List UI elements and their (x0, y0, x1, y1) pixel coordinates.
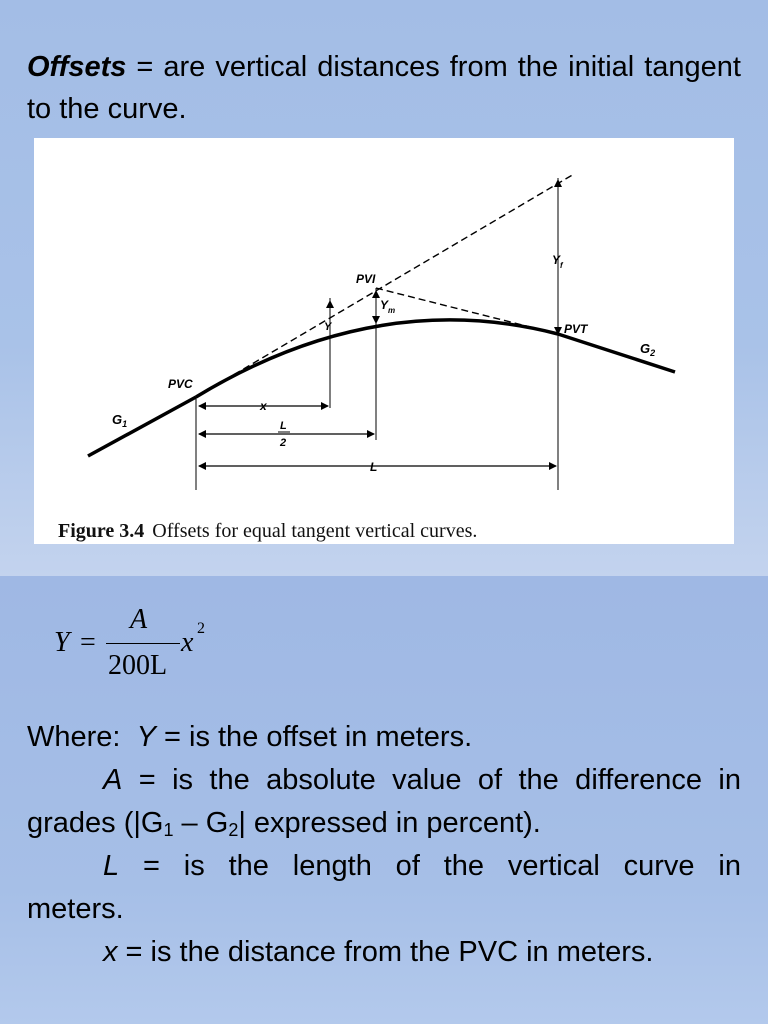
definition-y (27, 716, 741, 759)
label-y: Y (324, 321, 332, 333)
y-variable: Y (136, 721, 156, 753)
label-g2: $G_2$ (640, 341, 656, 358)
a-variable: A (103, 764, 123, 796)
figure-caption-text: Offsets for equal tangent vertical curves. (152, 520, 478, 542)
formula-fraction-bar (106, 643, 180, 644)
label-g1: $G_1$ (112, 412, 128, 429)
label-yf: $Y_f$ (552, 253, 563, 270)
label-length: L (370, 460, 378, 474)
definition-a-continued (27, 802, 741, 845)
label-ym: $Y_m$ (380, 298, 396, 315)
label-half-numerator: L (280, 420, 287, 432)
variable-definitions (27, 716, 741, 974)
vertical-curve (196, 320, 675, 397)
offsets-term: Offsets (27, 51, 127, 83)
g1-subscript: 1 (163, 820, 174, 840)
label-pvi: PVI (356, 272, 376, 286)
tangent-pvi-to-pvt (376, 288, 558, 334)
vertical-curve-diagram (34, 138, 734, 544)
offset-formula (0, 600, 300, 700)
formula-equals: = (80, 627, 96, 658)
formula-numerator: A (130, 604, 148, 635)
grades-dash: – G (173, 807, 229, 839)
l-definition: = is the length of the vertical curve in (119, 850, 741, 882)
definition-a (27, 759, 741, 802)
offsets-definition-text: = are vertical distances from the initial tangent to the curve. (27, 51, 741, 125)
label-pvc: PVC (168, 377, 193, 391)
figure-panel (34, 138, 734, 544)
where-label: Where: (27, 721, 121, 753)
y-definition: = is the offset in meters. (155, 721, 473, 753)
formula-lhs: Y (54, 627, 70, 658)
x-variable: x (103, 936, 118, 968)
grades-text-end: | expressed in percent). (238, 807, 541, 839)
extended-initial-tangent (196, 174, 574, 397)
label-pvt: PVT (564, 322, 588, 336)
offsets-definition (27, 46, 741, 130)
a-definition: = is the absolute value of the difference in (122, 764, 741, 796)
label-x: x (260, 399, 267, 413)
figure-caption-label: Figure 3.4 (58, 520, 145, 542)
definition-l-continued: meters. (27, 893, 124, 925)
g2-subscript: 2 (228, 820, 239, 840)
initial-tangent-g1 (88, 397, 196, 456)
definition-x (27, 931, 741, 974)
formula-variable: x (181, 627, 194, 658)
figure-caption (58, 520, 477, 543)
x-definition: = is the distance from the PVC in meters. (117, 936, 654, 968)
formula-denominator: 200L (108, 650, 168, 681)
grades-text-start: grades (|G (27, 807, 164, 839)
definition-l (27, 845, 741, 888)
l-variable: L (103, 850, 120, 882)
formula-exponent: 2 (197, 620, 205, 637)
label-half-denominator: 2 (280, 437, 287, 449)
